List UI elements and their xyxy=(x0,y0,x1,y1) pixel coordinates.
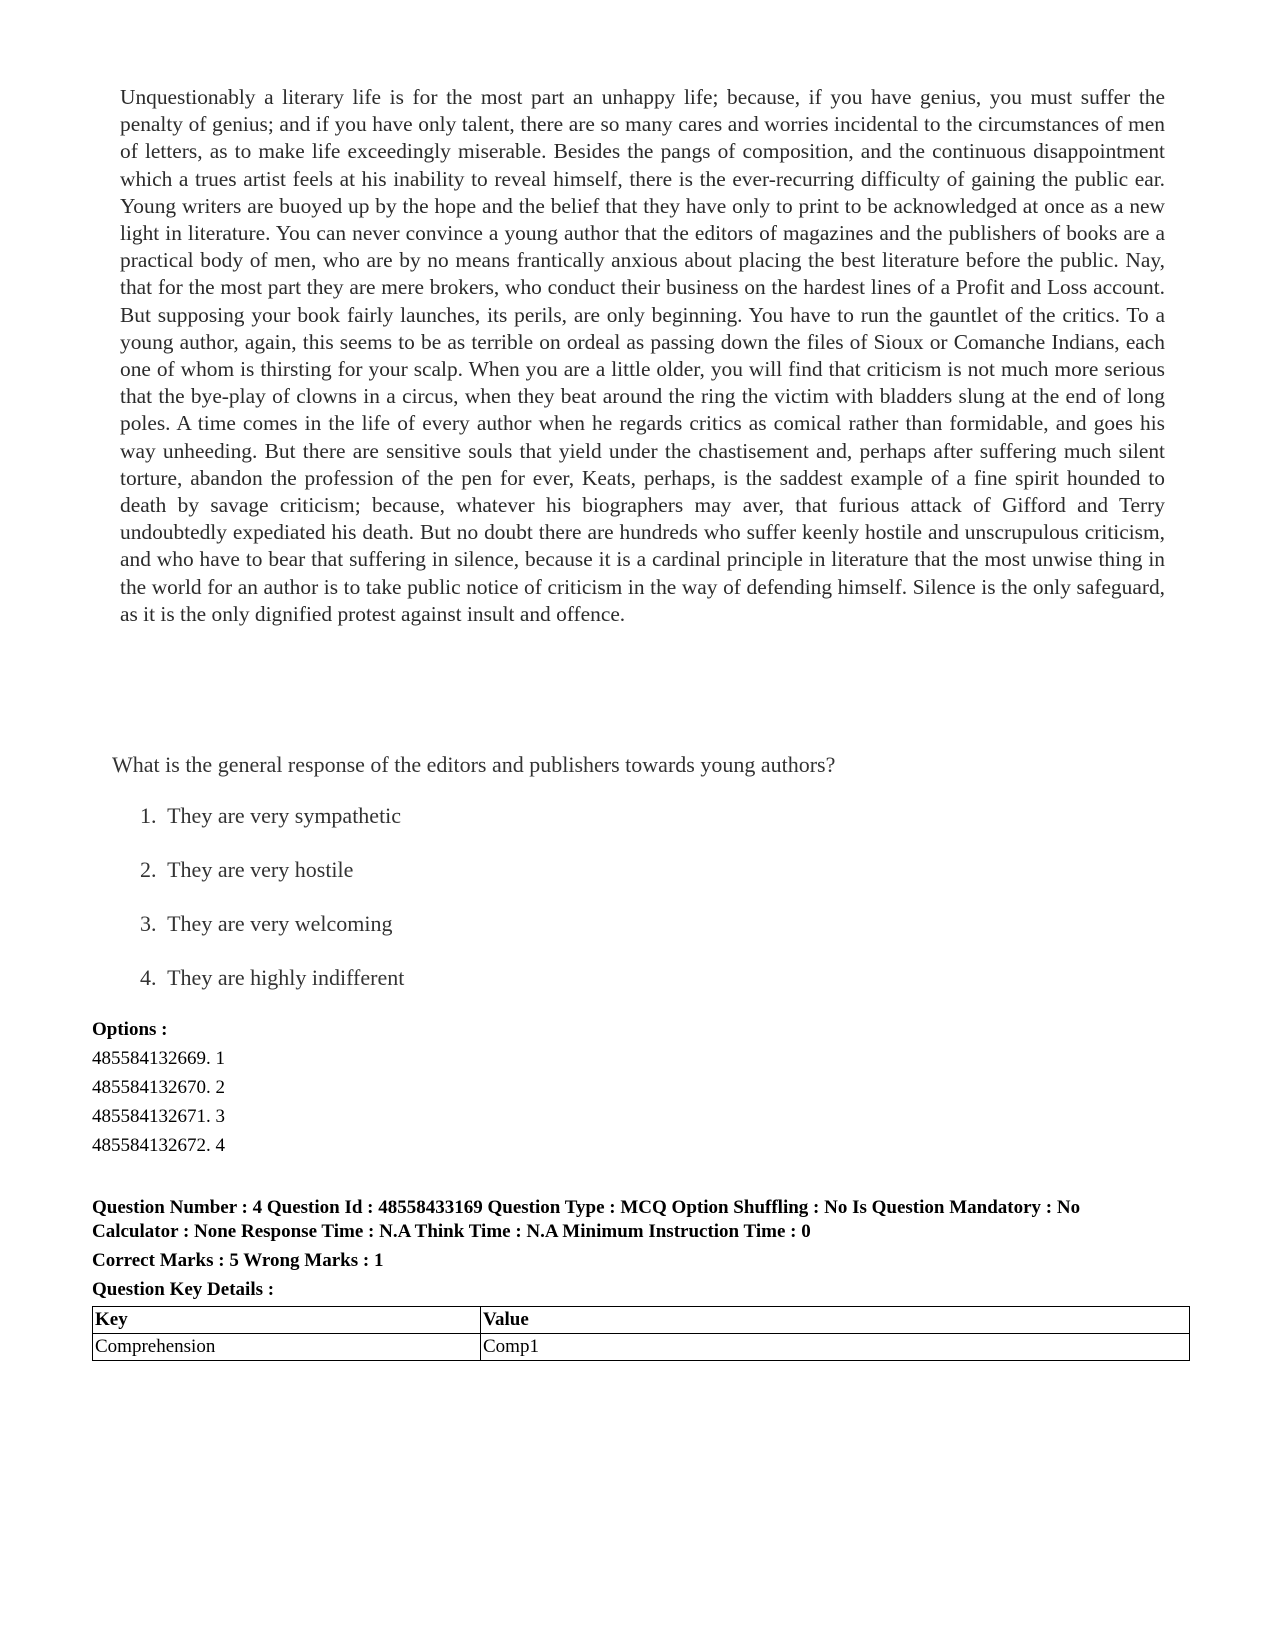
options-block xyxy=(92,1015,225,1160)
options-title: Options : xyxy=(92,1019,168,1040)
question-metadata xyxy=(92,1196,1192,1302)
answer-choice xyxy=(140,857,404,911)
marks-line: Correct Marks : 5 Wrong Marks : 1 xyxy=(92,1250,384,1271)
choice-text: They are very sympathetic xyxy=(167,803,402,828)
table-header-key: Key xyxy=(93,1307,481,1334)
choice-number: 2. xyxy=(140,857,157,882)
table-header-value: Value xyxy=(481,1307,1190,1334)
answer-choice xyxy=(140,965,404,1019)
choice-number: 1. xyxy=(140,803,157,828)
option-id-line: 485584132669. 1 xyxy=(92,1048,225,1069)
comprehension-passage: Unquestionably a literary life is for the most part an unhappy life; because, if you have genius, you must suffer the penalty of genius; and if you have only talent, there are so many cares and worries incidental to the circumstances of men of letters, as to make life exceedingly miserable. Besides the pangs of composition, and the continuous disappointment which a trues artist feels at his inability to reveal himself, there is the ever-recurring difficulty of gaining the public ear. Young writers are buoyed up by the hope and the belief that they have only to print to be acknowledged at once as a new light in literature. You can never convince a young author that the editors of magazines and the publishers of books are a practical body of men, who are by no means frantically anxious about placing the best literature before the public. Nay, that for the most part they are mere brokers, who conduct their business on the hardest lines of a Profit and Loss account. But supposing your book fairly launches, its perils, are only beginning. You have to run the gauntlet of the critics. To a young author, again, this seems to be as terrible on ordeal as passing down the files of Sioux or Comanche Indians, each one of whom is thirsting for your scalp. When you are a little older, you will find that criticism is not much more serious that the bye-play of clowns in a circus, when they beat around the ring the victim with bladders slung at the end of long poles. A time comes in the life of every author when he regards critics as comical rather than formidable, and goes his way unheeding. But there are sensitive souls that yield under the chastisement and, perhaps after suffering much silent torture, abandon the profession of the pen for ever, Keats, perhaps, is the saddest example of a fine spirit hounded to death by savage criticism; because, whatever his biographers may aver, that furious attack of Gifford and Terry undoubtedly expediated his death. But no doubt there are hundreds who suffer keenly hostile and unscrupulous criticism, and who have to bear that suffering in silence, because it is a cardinal principle in literature that the most unwise thing in the world for an author is to take public notice of criticism in the way of defending himself. Silence is the only safeguard, as it is the only dignified protest against insult and offence. xyxy=(120,85,1165,626)
table-header-row xyxy=(93,1307,1190,1334)
option-id-line: 485584132671. 3 xyxy=(92,1106,225,1127)
choice-text: They are highly indifferent xyxy=(167,965,405,990)
choice-text: They are very hostile xyxy=(167,857,354,882)
option-id-line: 485584132670. 2 xyxy=(92,1077,225,1098)
question-text: What is the general response of the editors and publishers towards young authors? xyxy=(112,752,836,777)
table-row xyxy=(93,1334,1190,1361)
choice-text: They are very welcoming xyxy=(167,911,393,936)
table-cell-key: Comprehension xyxy=(93,1334,481,1361)
answer-choices-list xyxy=(140,803,404,1019)
table-cell-value: Comp1 xyxy=(481,1334,1190,1361)
answer-choice xyxy=(140,803,404,857)
question-key-table xyxy=(92,1306,1190,1361)
question-meta-line-2: Calculator : None Response Time : N.A Think Time : N.A Minimum Instruction Time : 0 xyxy=(92,1221,811,1242)
key-details-title: Question Key Details : xyxy=(92,1279,275,1300)
answer-choice xyxy=(140,911,404,965)
choice-number: 3. xyxy=(140,911,157,936)
choice-number: 4. xyxy=(140,965,157,990)
question-meta-line-1: Question Number : 4 Question Id : 48558433169 Question Type : MCQ Option Shuffling : No Is Question Mandatory : No xyxy=(92,1197,1081,1218)
option-id-line: 485584132672. 4 xyxy=(92,1135,225,1156)
